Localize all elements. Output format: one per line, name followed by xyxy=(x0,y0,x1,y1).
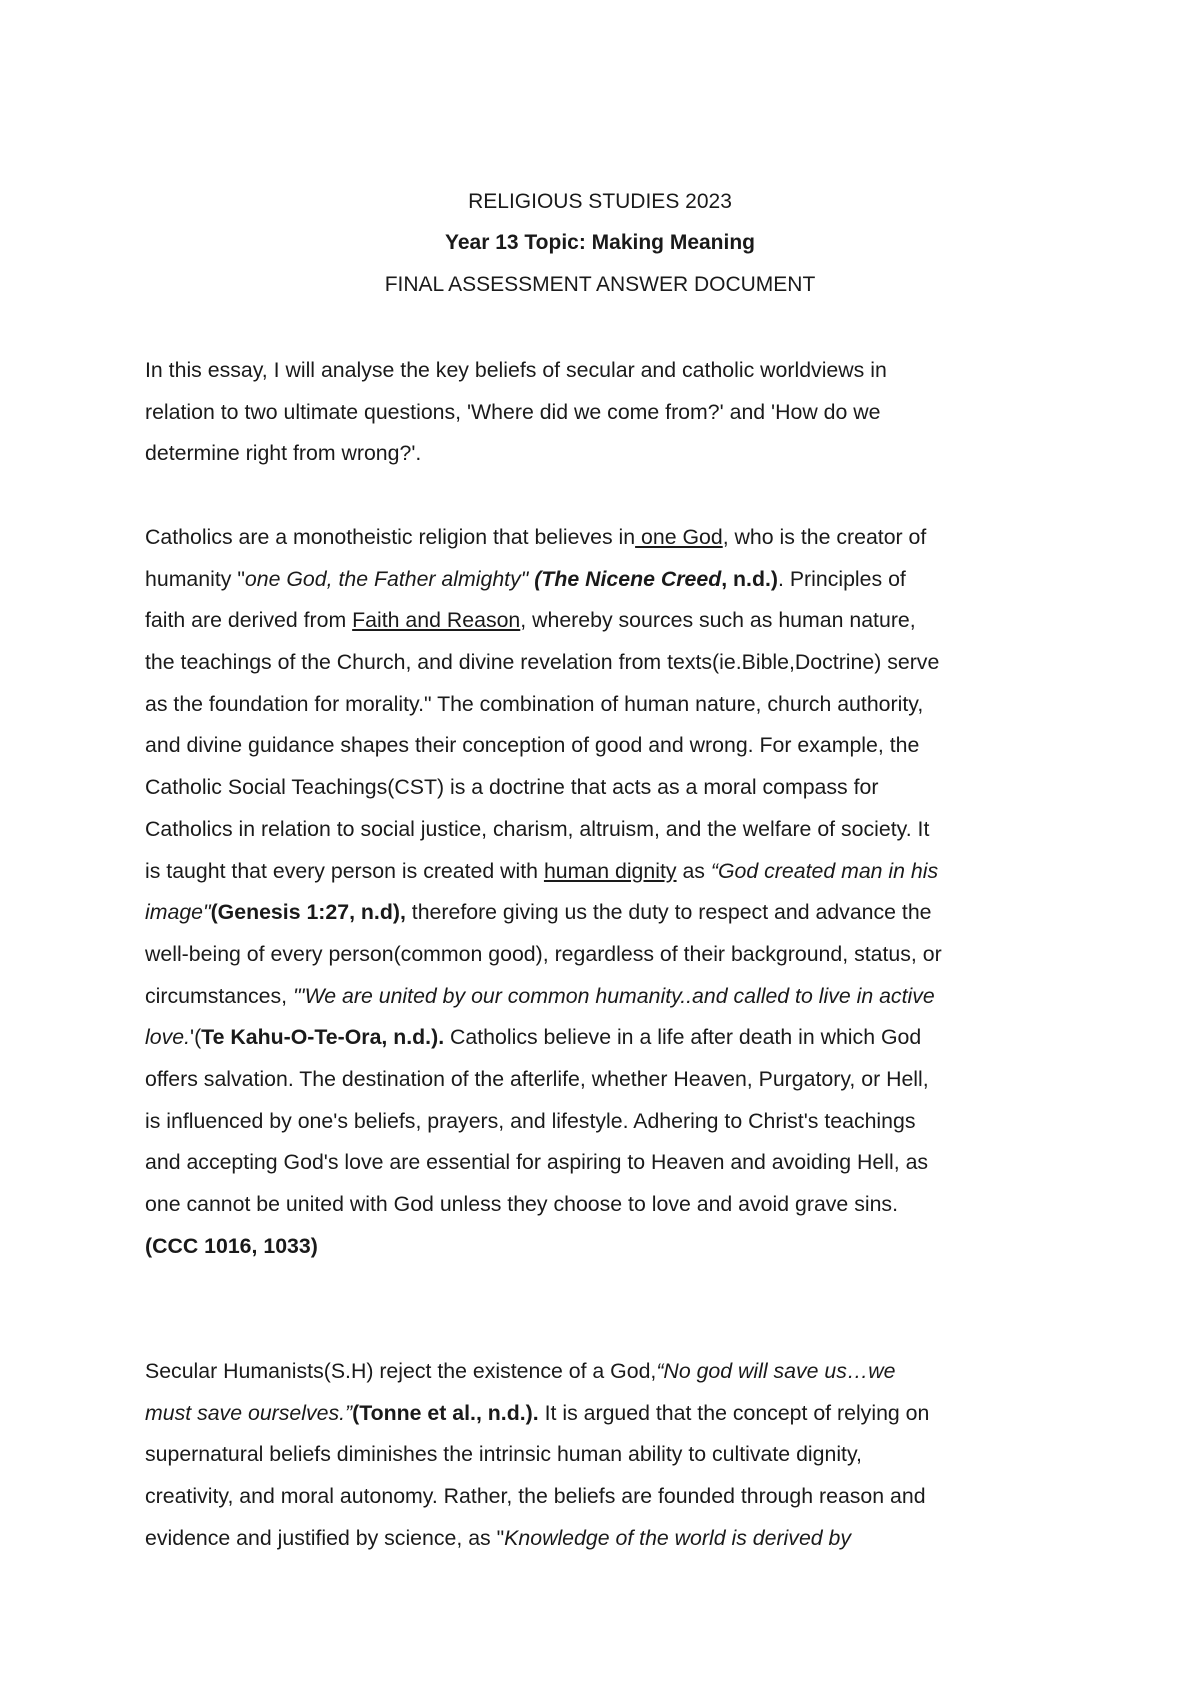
citation: (Tonne et al., n.d.). xyxy=(352,1400,539,1425)
text-run: Secular Humanists(S.H) reject the existence of a God, xyxy=(145,1359,657,1383)
text-run: therefore giving us the duty to respect and advance the xyxy=(405,900,932,925)
text-run: , who is the creator of xyxy=(722,525,927,549)
underlined-term: human dignity xyxy=(543,858,677,883)
text-line: Catholics in relation to social justice, charism, altruism, and the welfare of society. It xyxy=(145,816,930,841)
citation-line: (CCC 1016, 1033) xyxy=(145,1233,318,1258)
text-line: well-being of every person(common good), regardless of their background, status, or xyxy=(145,941,942,966)
text-line: supernatural beliefs diminishes the intrinsic human ability to cultivate dignity, xyxy=(145,1442,862,1467)
text-run: Catholics believe in a life after death in which God xyxy=(444,1025,922,1050)
text-line xyxy=(145,600,1075,642)
text-line: creativity, and moral autonomy. Rather, the beliefs are founded through reason and xyxy=(145,1484,926,1509)
text-run: '( xyxy=(190,1025,202,1050)
document-subtitle: FINAL ASSESSMENT ANSWER DOCUMENT xyxy=(384,273,816,296)
quote-text: “God created man in his xyxy=(710,858,939,883)
quote-text: must save ourselves.” xyxy=(145,1400,353,1425)
text-line xyxy=(145,1393,1075,1435)
quote-text: one God, the Father almighty" xyxy=(244,566,529,591)
text-run: Catholics are a monotheistic religion that believes in xyxy=(145,525,636,549)
secular-paragraph xyxy=(145,1351,1075,1559)
text-line xyxy=(145,1351,1075,1393)
text-line: one cannot be united with God unless they choose to love and avoid grave sins. xyxy=(145,1192,898,1216)
quote-text: “No god will save us…we xyxy=(656,1359,896,1383)
quote-text: Knowledge of the world is derived by xyxy=(504,1525,852,1550)
text-run: circumstances, xyxy=(145,983,293,1008)
text-line xyxy=(145,851,1075,893)
text-line: relation to two ultimate questions, 'Where did we come from?' and 'How do we xyxy=(145,399,881,424)
text-line: and accepting God's love are essential for aspiring to Heaven and avoiding Hell, as xyxy=(145,1150,929,1175)
intro-paragraph xyxy=(145,350,1075,475)
text-run: . Principles of xyxy=(778,566,906,591)
quote-text: image" xyxy=(145,900,211,925)
underlined-term: Faith and Reason xyxy=(352,608,521,633)
text-run: is taught that every person is created with xyxy=(145,858,544,883)
citation: (Genesis 1:27, n.d), xyxy=(210,900,406,925)
text-line: as the foundation for morality." The combination of human nature, church authority, xyxy=(145,691,924,716)
document-title: RELIGIOUS STUDIES 2023 xyxy=(468,190,732,213)
text-line: is influenced by one's beliefs, prayers, and lifestyle. Adhering to Christ's teachings xyxy=(145,1108,916,1133)
text-run: , whereby sources such as human nature, xyxy=(520,608,916,633)
text-run: faith are derived from xyxy=(145,608,353,633)
text-run: humanity " xyxy=(145,566,245,591)
text-line xyxy=(145,892,1075,934)
text-line: Catholic Social Teachings(CST) is a doctrine that acts as a moral compass for xyxy=(145,775,879,800)
text-line xyxy=(145,517,1075,559)
text-line xyxy=(145,559,1075,601)
text-line xyxy=(145,976,1075,1018)
catholic-paragraph xyxy=(145,517,1075,1267)
text-line xyxy=(145,1017,1075,1059)
text-run: It is argued that the concept of relying on xyxy=(538,1400,930,1425)
citation: (The Nicene Creed xyxy=(534,566,722,591)
underlined-term: one God xyxy=(635,525,723,549)
text-line: offers salvation. The destination of the afterlife, whether Heaven, Purgatory, or Hell, xyxy=(145,1066,929,1091)
text-line: In this essay, I will analyse the key beliefs of secular and catholic worldviews in xyxy=(145,358,887,382)
topic-heading: Year 13 Topic: Making Meaning xyxy=(444,231,756,254)
text-run: evidence and justified by science, as " xyxy=(145,1525,505,1550)
citation: Te Kahu-O-Te-Ora, n.d.). xyxy=(201,1025,445,1050)
quote-text: love. xyxy=(145,1025,190,1050)
quote-text: "'We are united by our common humanity..and called to live in active xyxy=(292,983,935,1008)
text-line: and divine guidance shapes their conception of good and wrong. For example, the xyxy=(145,733,920,758)
text-run: as xyxy=(676,858,711,883)
citation: , n.d.) xyxy=(721,566,778,591)
text-line: determine right from wrong?'. xyxy=(145,441,422,466)
text-line: the teachings of the Church, and divine revelation from texts(ie.Bible,Doctrine) serve xyxy=(145,650,940,675)
text-line xyxy=(145,1518,1075,1560)
